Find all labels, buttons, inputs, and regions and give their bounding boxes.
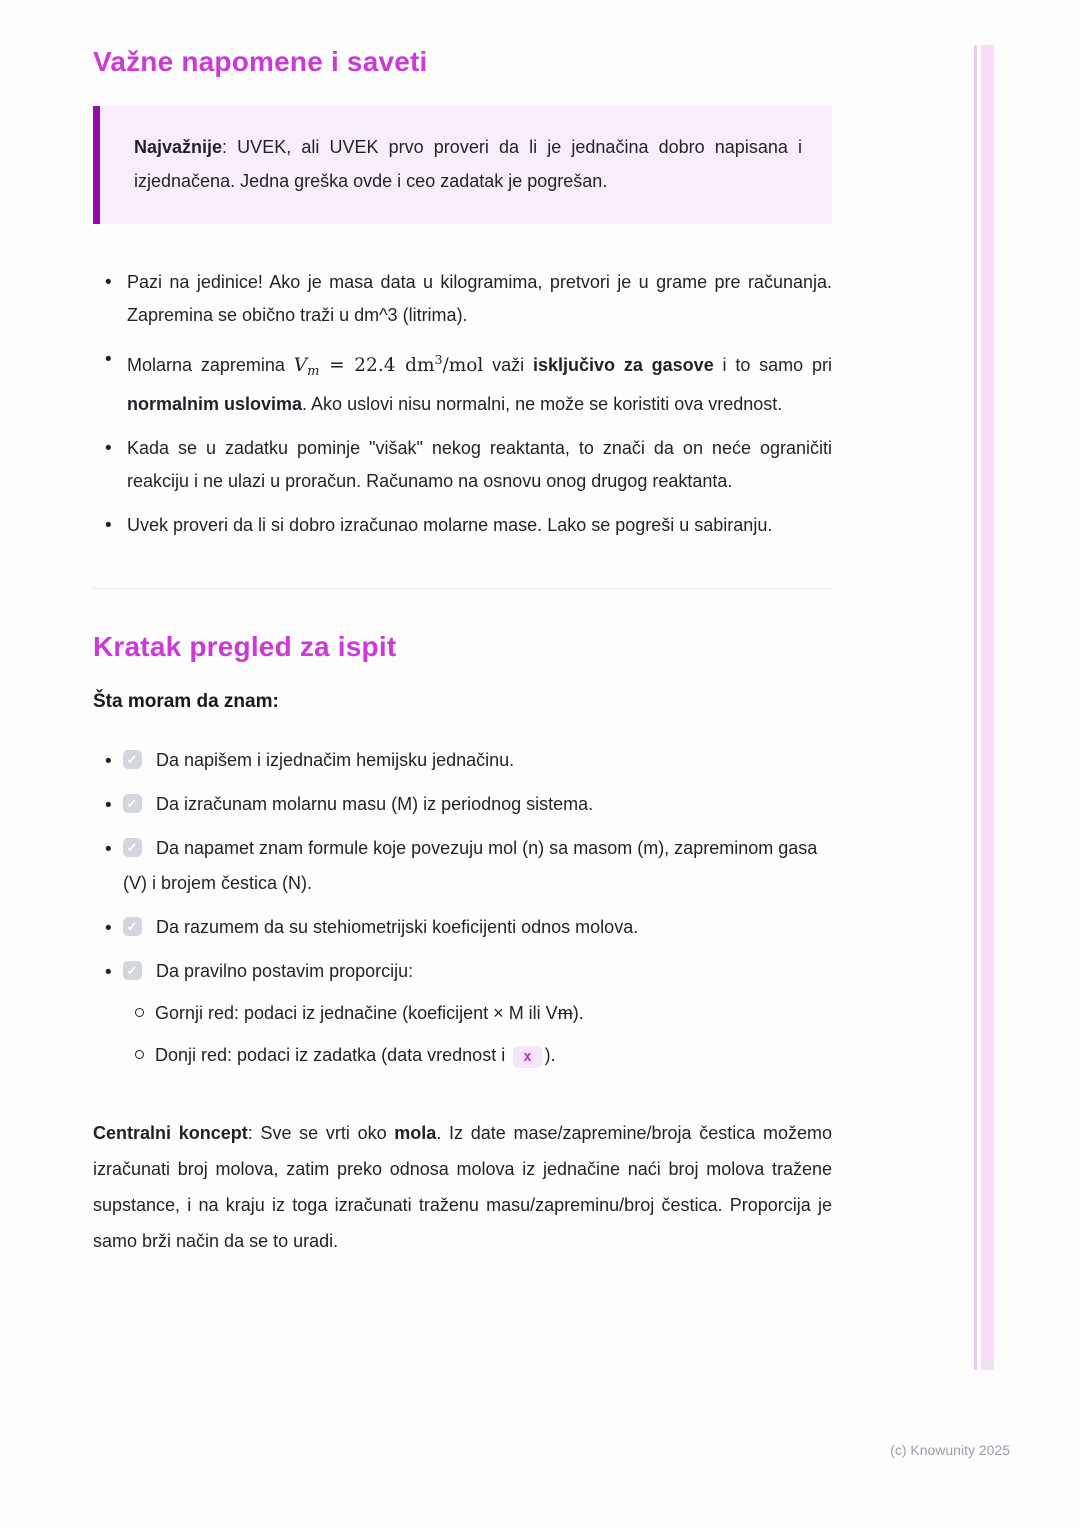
checklist-item (105, 831, 832, 901)
text-run: Najvažnije (134, 137, 223, 157)
sub-list-item (133, 1038, 832, 1075)
checked-checkbox-icon (123, 961, 142, 980)
checked-checkbox-icon (123, 794, 142, 813)
text-run: m (557, 1003, 573, 1023)
sub-list-item (133, 996, 832, 1031)
checklist-item-label (156, 794, 593, 814)
text-run: važi (483, 355, 533, 375)
text-run: : Sve se vrti oko (247, 1123, 395, 1143)
list-item (105, 509, 832, 542)
text-run: Da napišem i izjednačim hemijsku jednačinu. (156, 750, 515, 770)
text-run: Uvek proveri da li si dobro izračunao molarne mase. Lako se pogreši u sabiranju. (127, 515, 773, 535)
checklist-item (105, 787, 832, 822)
checked-checkbox-icon (123, 750, 142, 769)
checklist-item (105, 743, 832, 778)
checklist-item (105, 954, 832, 1075)
inline-code-chip: x (513, 1046, 541, 1068)
text-run: . Ako uslovi nisu normalni, ne može se koristiti ova vrednost. (302, 394, 783, 414)
document-content (93, 46, 832, 1259)
text-run: mola (394, 1123, 437, 1143)
text-run: Centralni koncept (93, 1123, 248, 1143)
callout-text (134, 130, 802, 198)
text-run: i to samo pri (713, 355, 832, 375)
text-run: Pazi na jedinice! Ako je masa data u kilogramima, pretvori je u grame pre računanja. Zapremina se obično traži u dm^3 (litrima). (127, 272, 832, 325)
concept-paragraph (93, 1115, 832, 1259)
text-run: 3 (434, 352, 443, 367)
text-run: Da razumem da su stehiometrijski koeficijenti odnos molova. (156, 917, 639, 937)
text-run: Gornji red: podaci iz jednačine (koeficijent × M ili V (155, 1003, 558, 1023)
section-title-review: Kratak pregled za ispit (93, 631, 397, 662)
footer (890, 1442, 1010, 1458)
checklist-item-label (156, 750, 514, 770)
checked-checkbox-icon (123, 917, 142, 936)
page-edge-line (974, 45, 977, 1370)
list-item (105, 432, 832, 498)
review-subheading: Šta moram da znam: (93, 691, 279, 712)
text-run: ). (544, 1045, 556, 1065)
section-title-notes: Važne napomene i saveti (93, 46, 428, 77)
list-item (105, 343, 832, 421)
checked-checkbox-icon (123, 838, 142, 857)
text-run: Da napamet znam formule koje povezuju mol (n) sa masom (m), zapreminom gasa (V) i brojem čestica (N). (123, 838, 818, 893)
text-run: Molarna zapremina (127, 355, 294, 375)
checklist (105, 743, 832, 1075)
checklist-sublist (133, 996, 832, 1075)
checklist-item-label (123, 838, 817, 893)
section-divider (93, 588, 832, 589)
text-run: Da izračunam molarnu masu (M) iz periodnog sistema. (156, 794, 594, 814)
checklist-item (105, 910, 832, 945)
text-run: isključivo za gasove (533, 355, 714, 375)
important-callout (93, 106, 832, 224)
list-item (105, 266, 832, 332)
text-run: m (307, 364, 320, 379)
text-run: /mol (442, 355, 484, 376)
checklist-item-label (156, 917, 638, 937)
copyright-text: (c) Knowunity 2025 (890, 1442, 1010, 1458)
text-run: ). (572, 1003, 584, 1023)
text-run: V (293, 355, 308, 376)
text-run: normalnim uslovima (127, 394, 303, 414)
text-run: = 22.4 (319, 355, 406, 376)
page-edge-band (981, 45, 994, 1370)
text-run: dm (405, 355, 435, 376)
text-run: . Iz date mase/zapremine/broja čestica možemo izračunati broj molova, zatim preko odnosa molova iz jednačine naći broj molova tražene supstance, i na kraju iz toga izračunati traženu masu/zapreminu/broj čestica. Proporcija je samo brži način da se to uradi. (93, 1123, 832, 1251)
notes-list (105, 266, 832, 542)
text-run: Kada se u zadatku pominje "višak" nekog reaktanta, to znači da on neće ograničiti reakciju i ne ulazi u proračun. Računamo na osnovu onog drugog reaktanta. (127, 438, 832, 491)
text-run: : UVEK, ali UVEK prvo proveri da li je jednačina dobro napisana i izjednačena. Jedna greška ovde i ceo zadatak je pogrešan. (134, 137, 802, 191)
text-run: Donji red: podaci iz zadatka (data vrednost i (155, 1045, 511, 1065)
text-run: Da pravilno postavim proporciju: (156, 961, 414, 981)
checklist-item-label (156, 961, 413, 981)
